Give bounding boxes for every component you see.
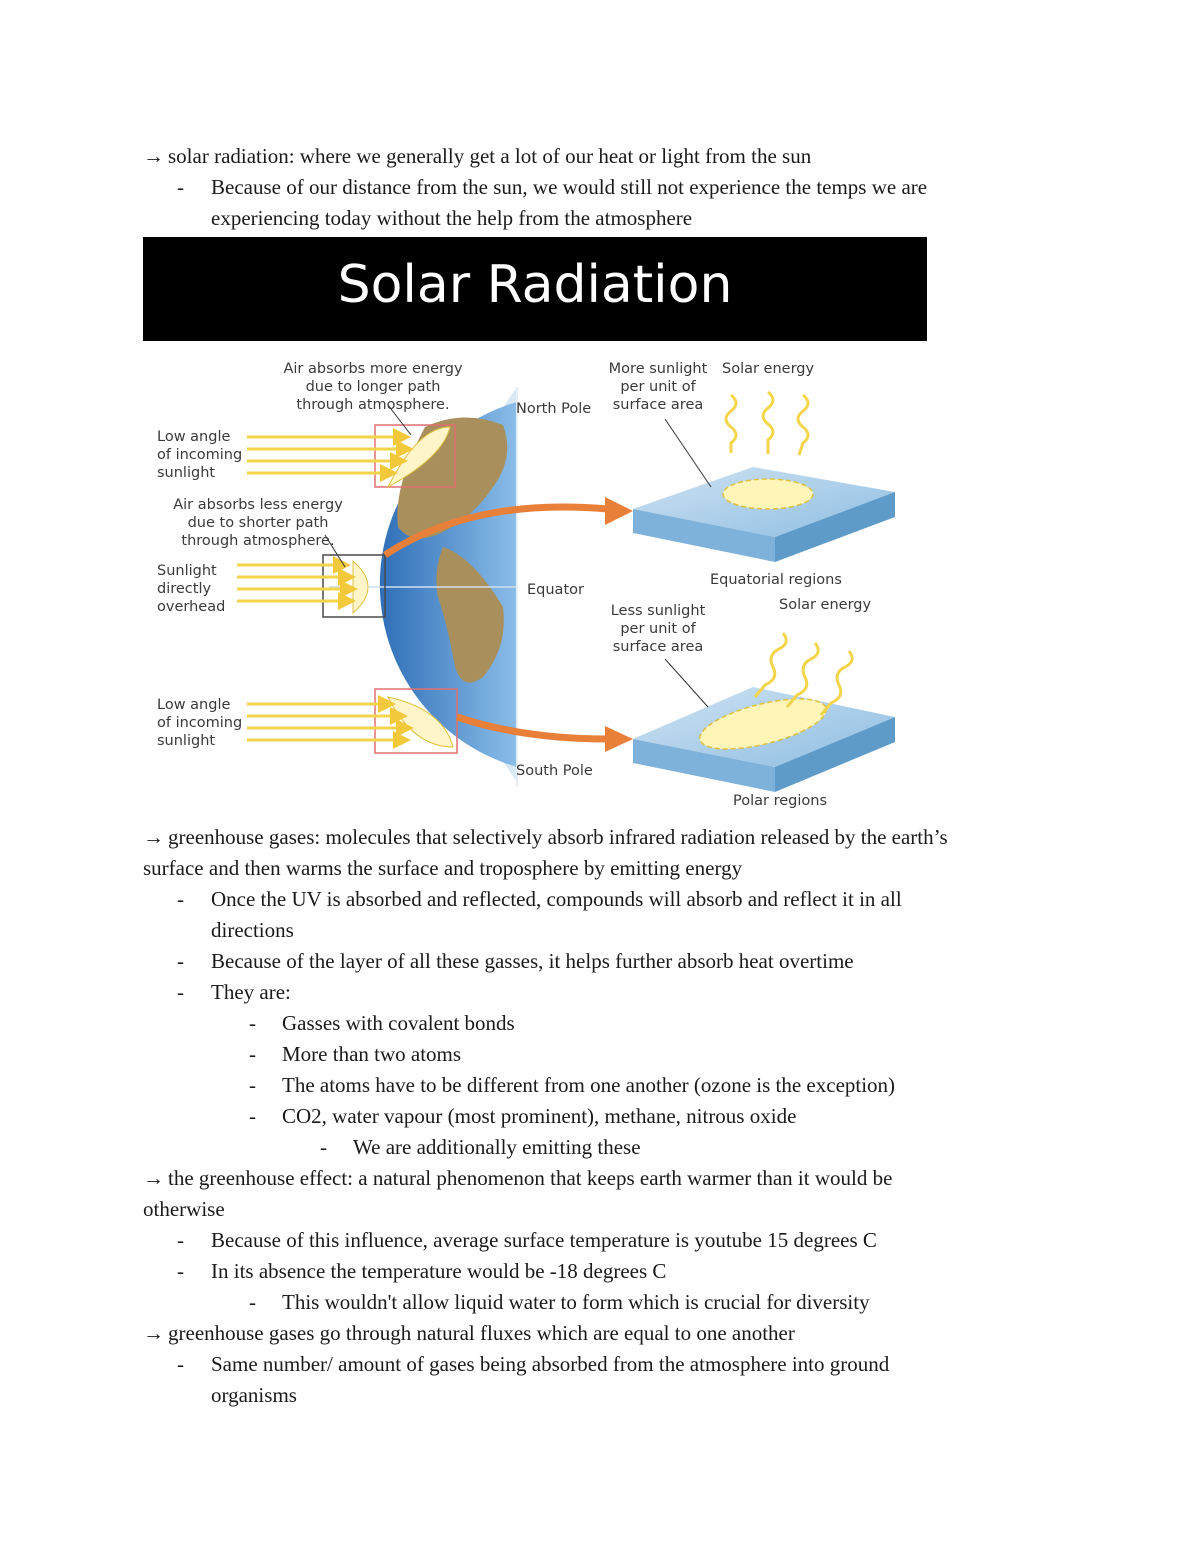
gh-effect-bullet2: In its absence the temperature would be -18 degrees C (211, 1259, 667, 1283)
label-air-less-1: Air absorbs less energy (173, 497, 343, 513)
bullet-dash: - (177, 1259, 184, 1283)
label-more-sun-2: per unit of (620, 379, 696, 395)
gh-bullet2: Because of the layer of all these gasses, it helps further absorb heat overtime (211, 949, 854, 973)
gh-sub4: CO2, water vapour (most prominent), methane, nitrous oxide (282, 1104, 797, 1128)
intro-term: solar radiation: where we generally get a lot of our heat or light from the sun (168, 144, 812, 168)
bullet-dash: - (177, 1352, 184, 1376)
bullet-dash: - (249, 1042, 256, 1066)
bullet-dash: - (177, 1228, 184, 1252)
intro-line (143, 141, 811, 172)
label-less-sun-3: surface area (612, 639, 704, 655)
label-direct-3: overhead (157, 599, 226, 615)
gh-sub2: More than two atoms (282, 1042, 462, 1066)
solar-radiation-figure (143, 237, 927, 815)
label-air-less-3: through atmosphere. (181, 533, 335, 549)
fluxes-line1 (143, 1318, 795, 1349)
gh-effect-sub1: This wouldn't allow liquid water to form which is crucial for diversity (282, 1290, 870, 1314)
gh-effect-line1 (143, 1163, 892, 1194)
label-air-more-3: through atmosphere. (296, 397, 450, 413)
label-low-angle-1: Low angle (157, 429, 231, 445)
arrow-glyph: → (143, 1166, 164, 1190)
gh-bullet1-line2: directions (211, 918, 294, 942)
gh-sub3: The atoms have to be different from one another (ozone is the exception) (282, 1073, 896, 1097)
intro-bullet-line2: experiencing today without the help from the atmosphere (211, 206, 693, 230)
gh-gases-line1 (143, 822, 948, 853)
arrow-glyph: → (143, 1321, 164, 1345)
bullet-dash: - (177, 887, 184, 911)
bullet-dash: - (320, 1135, 327, 1159)
label-low2-3: sunlight (157, 733, 216, 749)
label-air-less-2: due to shorter path (187, 515, 329, 531)
arrow-glyph: → (143, 144, 164, 168)
solar-radiation-diagram (143, 347, 927, 815)
gh-effect-term: the greenhouse effect: a natural phenomenon that keeps earth warmer than it would be (168, 1166, 893, 1190)
equator-transfer-arrow-head (605, 497, 633, 525)
figure-banner (143, 237, 927, 341)
label-low-angle-3: sunlight (157, 465, 216, 481)
label-direct-1: Sunlight (157, 563, 217, 579)
label-solar-energy-bottom: Solar energy (779, 597, 872, 613)
label-air-more-1: Air absorbs more energy (283, 361, 463, 377)
label-equator: Equator (527, 582, 584, 598)
polar-transfer-arrow-head (605, 726, 633, 752)
bullet-dash: - (249, 1011, 256, 1035)
label-polar-regions: Polar regions (733, 793, 827, 809)
fluxes-bullet1-line1: Same number/ amount of gases being absorbed from the atmosphere into ground (211, 1352, 890, 1376)
bullet-dash: - (249, 1104, 256, 1128)
pointer-line (665, 659, 708, 707)
figure-banner-title: Solar Radiation (337, 255, 733, 315)
equatorial-solar-waves (726, 392, 808, 455)
fluxes-term: greenhouse gases go through natural fluxes which are equal to one another (168, 1321, 795, 1345)
label-low2-1: Low angle (157, 697, 231, 713)
label-south-pole: South Pole (516, 763, 593, 779)
arrow-glyph: → (143, 825, 164, 849)
gh-bullet1-line1: Once the UV is absorbed and reflected, compounds will absorb and reflect it in all (211, 887, 902, 911)
bullet-dash: - (177, 980, 184, 1004)
bullet-dash: - (177, 949, 184, 973)
label-north-pole: North Pole (516, 401, 592, 417)
gh-bullet3: They are: (211, 980, 291, 1004)
label-solar-energy-top: Solar energy (722, 361, 815, 377)
label-air-more-2: due to longer path (305, 379, 441, 395)
label-direct-2: directly (157, 581, 212, 597)
equatorial-sun-patch (723, 479, 813, 509)
gh-effect-line2: otherwise (143, 1197, 225, 1221)
middle-atmosphere-lens (353, 561, 368, 613)
gh-sub1: Gasses with covalent bonds (282, 1011, 515, 1035)
gh-gases-line2: surface and then warms the surface and troposphere by emitting energy (143, 856, 743, 880)
fluxes-bullet1-line2: organisms (211, 1383, 297, 1407)
gh-effect-bullet1: Because of this influence, average surface temperature is youtube 15 degrees C (211, 1228, 877, 1252)
pointer-line (665, 419, 711, 487)
label-low2-2: of incoming (157, 715, 243, 731)
label-more-sun-1: More sunlight (608, 361, 708, 377)
label-less-sun-1: Less sunlight (610, 603, 706, 619)
gh-gases-term: greenhouse gases: molecules that selectively absorb infrared radiation released by the earth’s (168, 825, 948, 849)
label-equatorial-regions: Equatorial regions (710, 572, 842, 588)
gh-subsub1: We are additionally emitting these (353, 1135, 641, 1159)
bullet-dash: - (177, 175, 184, 199)
bullet-dash: - (249, 1290, 256, 1314)
bullet-dash: - (249, 1073, 256, 1097)
label-more-sun-3: surface area (612, 397, 704, 413)
label-less-sun-2: per unit of (620, 621, 696, 637)
intro-bullet-line1: Because of our distance from the sun, we would still not experience the temps we are (211, 175, 928, 199)
label-low-angle-2: of incoming (157, 447, 243, 463)
